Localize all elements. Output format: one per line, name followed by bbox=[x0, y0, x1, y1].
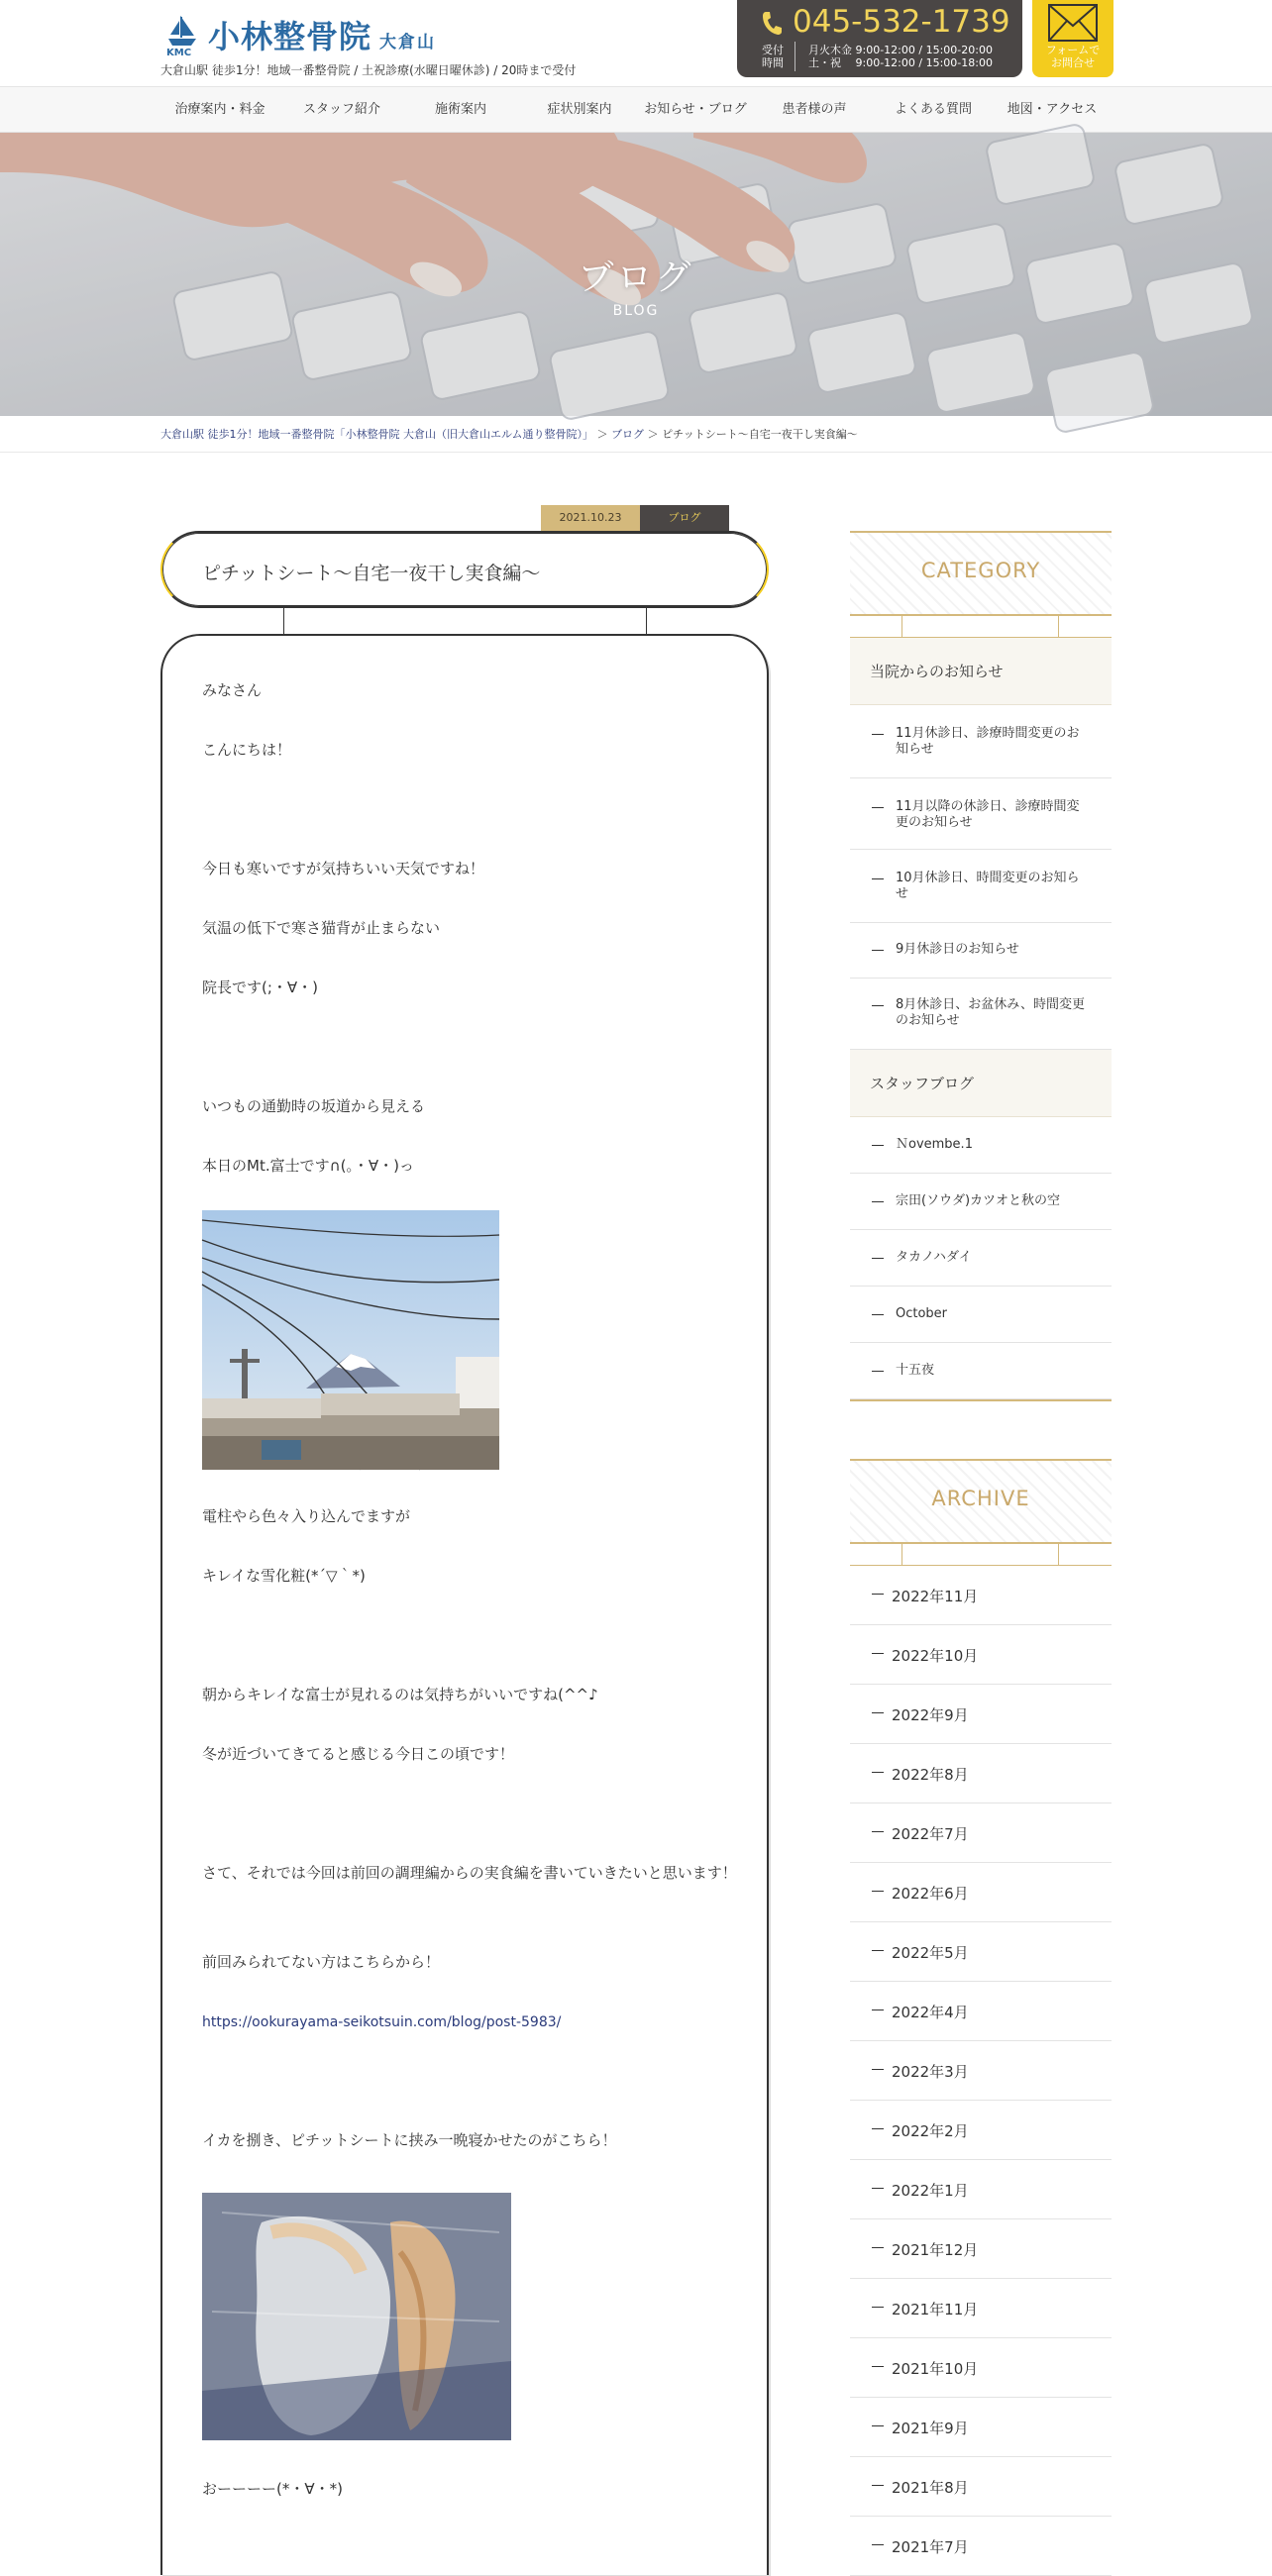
archive-item[interactable]: 2022年6月 bbox=[850, 1863, 1112, 1922]
archive-item[interactable]: 2021年7月 bbox=[850, 2517, 1112, 2576]
title-connector-right bbox=[646, 608, 647, 636]
category-item[interactable]: 9月休診日のお知らせ bbox=[850, 923, 1112, 979]
sidebar-category bbox=[850, 531, 1112, 1401]
category-item[interactable]: 十五夜 bbox=[850, 1343, 1112, 1399]
category-group-clinic-news[interactable]: 当院からのお知らせ bbox=[850, 638, 1112, 705]
post-paragraph: 朝からキレイな富士が見れるのは気持ちがいいですね(^^♪ bbox=[202, 1686, 598, 1703]
category-item[interactable]: 11月以降の休診日、診療時間変更のお知らせ bbox=[850, 778, 1112, 850]
archive-item[interactable]: 2022年10月 bbox=[850, 1625, 1112, 1685]
archive-item[interactable]: 2022年3月 bbox=[850, 2041, 1112, 2101]
archive-header bbox=[850, 1459, 1112, 1544]
post-paragraph: おーーーー(*・∀・*) bbox=[202, 2480, 343, 2498]
archive-item[interactable]: 2022年1月 bbox=[850, 2160, 1112, 2219]
post-paragraph: みなさん bbox=[202, 681, 263, 699]
breadcrumb: 大倉山駅 徒歩1分！地域一番整骨院「小林整骨院 大倉山（旧大倉山エルム通り整骨院）」 ＞ ブログ ＞ ピチットシート～自宅一夜干し実食編～ bbox=[160, 428, 858, 441]
post-title: ピチットシート～自宅一夜干し実食編～ bbox=[202, 563, 541, 584]
hero-banner bbox=[0, 133, 1272, 416]
breadcrumb-divider bbox=[0, 452, 1272, 453]
archive-header-tabs bbox=[850, 1544, 1112, 1566]
nav-item-staff[interactable]: スタッフ紹介 bbox=[302, 102, 380, 117]
post-paragraph: いつもの通勤時の坂道から見える bbox=[202, 1097, 426, 1115]
phone-contact[interactable] bbox=[737, 0, 1022, 77]
post-paragraph: 冬が近づいてきてると感じる今日この頃です！ bbox=[202, 1745, 515, 1763]
contact-form-label: フォームで お問合せ bbox=[1045, 44, 1101, 69]
nav-item-symptoms[interactable]: 症状別案内 bbox=[547, 102, 612, 117]
dried-squid-photo bbox=[202, 2193, 511, 2440]
post-title-box bbox=[160, 531, 769, 608]
archive-item[interactable]: 2021年9月 bbox=[850, 2398, 1112, 2457]
archive-item[interactable]: 2022年4月 bbox=[850, 1982, 1112, 2041]
nav-item-faq[interactable]: よくある質問 bbox=[894, 102, 972, 117]
site-header bbox=[0, 0, 1272, 87]
title-connector-left bbox=[283, 608, 284, 636]
post-paragraph: キレイな雪化粧(*´▽｀*) bbox=[202, 1567, 366, 1585]
hours-label: 受付 時間 bbox=[762, 44, 784, 69]
nav-item-access[interactable]: 地図・アクセス bbox=[1007, 102, 1098, 117]
breadcrumb-blog-link[interactable]: ブログ bbox=[611, 428, 645, 441]
category-item[interactable]: 宗田(ソウダ)カツオと秋の空 bbox=[850, 1174, 1112, 1230]
contact-form-button[interactable] bbox=[1032, 0, 1113, 77]
nav-item-procedures[interactable]: 施術案内 bbox=[434, 102, 486, 117]
category-header-tabs bbox=[850, 616, 1112, 638]
post-paragraph: さて、それでは今回は前回の調理編からの実食編を書いていきたいと思います！ bbox=[202, 1864, 737, 1882]
archive-item[interactable]: 2022年8月 bbox=[850, 1744, 1112, 1803]
post-paragraph: イカを捌き、ピチットシートに挟み一晩寝かせたのがこちら！ bbox=[202, 2131, 617, 2149]
archive-item[interactable]: 2022年9月 bbox=[850, 1685, 1112, 1744]
archive-item[interactable]: 2021年11月 bbox=[850, 2279, 1112, 2338]
nav-item-treatment-fees[interactable]: 治療案内・料金 bbox=[174, 102, 265, 117]
nav-item-news-blog[interactable]: お知らせ・ブログ bbox=[644, 102, 747, 117]
post-paragraph: 前回みられてない方はこちらから！ bbox=[202, 1953, 441, 1971]
archive-item[interactable]: 2022年5月 bbox=[850, 1922, 1112, 1982]
post-paragraph: 今日も寒いですが気持ちいい天気ですね！ bbox=[202, 860, 485, 877]
archive-item[interactable]: 2021年8月 bbox=[850, 2457, 1112, 2517]
hero-subtitle: BLOG bbox=[612, 303, 660, 319]
archive-item[interactable]: 2021年10月 bbox=[850, 2338, 1112, 2398]
category-item[interactable]: タカノハダイ bbox=[850, 1230, 1112, 1287]
post-body bbox=[160, 634, 769, 2575]
mt-fuji-photo bbox=[202, 1210, 499, 1470]
archive-heading: ARCHIVE bbox=[931, 1487, 1030, 1510]
phone-number[interactable]: 045-532-1739 bbox=[793, 4, 1010, 40]
category-item[interactable]: Ｎovembe.1 bbox=[850, 1117, 1112, 1174]
post-date: 2021.10.23 bbox=[541, 505, 640, 531]
nav-item-testimonials[interactable]: 患者様の声 bbox=[782, 102, 847, 117]
category-bottom-rule bbox=[850, 1399, 1112, 1401]
hero-title: ブログ bbox=[578, 258, 694, 298]
logo-title: 小林整骨院 bbox=[208, 18, 372, 55]
category-header bbox=[850, 531, 1112, 616]
business-hours: 月火木金 9:00-12:00 / 15:00-20:00 土・祝 9:00-12:00 / 15:00-18:00 bbox=[808, 44, 993, 69]
archive-item[interactable]: 2021年12月 bbox=[850, 2219, 1112, 2279]
post-paragraph: 電柱やら色々入り込んでますが bbox=[202, 1507, 411, 1525]
breadcrumb-home-link[interactable]: 大倉山駅 徒歩1分！地域一番整骨院「小林整骨院 大倉山（旧大倉山エルム通り整骨院）」 bbox=[160, 428, 594, 441]
header-tagline: 大倉山駅 徒歩1分！地域一番整骨院 / 土祝診療(水曜日曜休診) / 20時まで受付 bbox=[160, 63, 577, 77]
archive-item[interactable]: 2022年11月 bbox=[850, 1566, 1112, 1625]
post-paragraph: 気温の低下で寒さ猫背が止まらない bbox=[202, 919, 441, 937]
breadcrumb-current: ピチットシート～自宅一夜干し実食編～ bbox=[662, 428, 858, 441]
global-nav bbox=[0, 87, 1272, 133]
logo-subtitle: 大倉山 bbox=[379, 32, 437, 52]
category-heading: CATEGORY bbox=[920, 559, 1041, 582]
category-group-staff-blog[interactable]: スタッフブログ bbox=[850, 1050, 1112, 1117]
post-paragraph: 院長です(;・∀・) bbox=[202, 979, 319, 996]
ship-logo-icon bbox=[160, 13, 204, 56]
mail-icon bbox=[1048, 4, 1098, 46]
sidebar-archive bbox=[850, 1459, 1112, 2576]
archive-item[interactable]: 2022年2月 bbox=[850, 2101, 1112, 2160]
phone-icon bbox=[761, 10, 783, 40]
post-category-tag[interactable]: ブログ bbox=[640, 505, 729, 531]
category-item[interactable]: October bbox=[850, 1287, 1112, 1343]
category-item[interactable]: 11月休診日、診療時間変更のお知らせ bbox=[850, 705, 1112, 778]
post-paragraph bbox=[202, 2007, 737, 2037]
archive-item[interactable]: 2022年7月 bbox=[850, 1803, 1112, 1863]
category-item[interactable]: 8月休診日、お盆休み、時間変更のお知らせ bbox=[850, 979, 1112, 1050]
svg-text:KMC: KMC bbox=[166, 48, 192, 58]
category-item[interactable]: 10月休診日、時間変更のお知らせ bbox=[850, 850, 1112, 923]
previous-post-link[interactable]: https://ookurayama-seikotsuin.com/blog/post-5983/ bbox=[202, 2014, 562, 2030]
post-paragraph: 本日のMt.富士です∩(。・∀・)っ bbox=[202, 1157, 415, 1175]
site-logo[interactable] bbox=[160, 12, 458, 57]
post-paragraph: こんにちは！ bbox=[202, 741, 292, 759]
